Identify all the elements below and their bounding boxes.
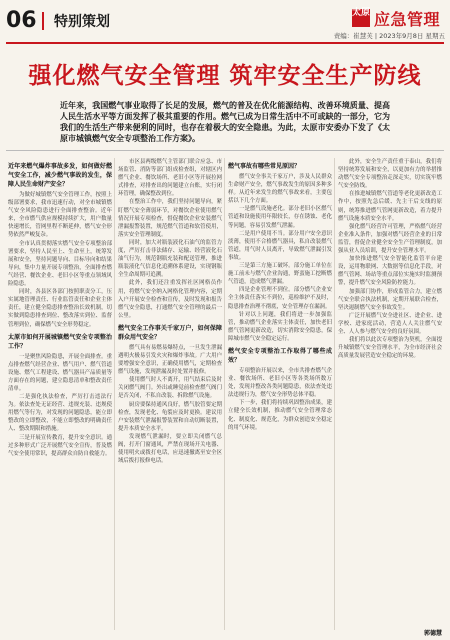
body-paragraph: 针对以上问题，我们将进一步加强监管，推动燃气企业落实主体责任，加快老旧燃气管网更新改造，切实消除安全隐患，保障城市燃气安全稳定运行。 <box>228 311 332 342</box>
body-paragraph: 全市认真贯彻落实燃气安全专项整治部署要求，坚持人民至上、生命至上，统筹发展和安全，坚持问题导向、目标导向和结果导向，集中力量开展专项整治，全面排查燃气经营、餐饮企业、老旧小区等重点领域风险隐患。 <box>8 240 112 288</box>
column-divider <box>334 158 335 630</box>
header-rule <box>6 42 444 44</box>
body-paragraph: 一是燃气设施老化。部分老旧小区燃气管道和设施使用年限较长，存在锈蚀、老化等问题，容易引发燃气泄漏。 <box>228 206 332 229</box>
body-paragraph: 发现燃气泄漏时，要立即关闭燃气总阀，打开门窗通风，严禁在现场开关电器、使用明火或拨打电话，应迅速撤离至安全区域后拨打报修电话。 <box>118 433 222 465</box>
newspaper-name: 应急管理 <box>374 10 441 29</box>
body-paragraph: 市区县两级燃气主管部门联合应急、市场监管、消防等部门组成检查组，对辖区内燃气企业、餐饮场所、老旧小区等开展拉网式排查，对排查出的问题建立台账，实行闭环管理，确保整改到位。 <box>118 159 222 198</box>
body-paragraph: 燃气安全事关千家万户，涉及人民群众生命财产安全，燃气事故发生的原因多种多样。从近年来发生的燃气事故来看，主要包括以下几个方面。 <box>228 174 332 205</box>
body-paragraph: 为做好城镇燃气安全管理工作，按照上级部署要求，我市迅速行动，对全市城镇燃气安全风险隐患进行全面排查整治。近年来，全市燃气供应规模持续扩大，用户数量快速增长，管网里程不断延伸，燃气安全形势依然严峻复杂。 <box>8 192 112 239</box>
body-paragraph: 专项整治开展以来，全市共排查燃气企业、餐饮场所、老旧小区等各类场所数万处，发现并整改各类问题隐患，依法查处违法违规行为，燃气安全形势总体平稳。 <box>228 367 332 399</box>
column-divider <box>224 158 225 630</box>
body-paragraph: 厨房要保持通风良好，燃气胶管要定期检查，发现老化、龟裂应及时更换。建议用户安装燃气泄漏报警装置和自动切断装置，提升本质安全水平。 <box>118 401 222 432</box>
body-paragraph: 我们将以此次专项整治为契机，全面提升城镇燃气安全管理水平，为全市经济社会高质量发展营造安全稳定的环境。 <box>338 337 442 360</box>
body-paragraph: 强化燃气经营许可管理，严格燃气经营企业准入条件，加强对燃气经营企业的日常监管，督促企业健全安全生产管理制度，加强从业人员培训，提升安全管理水平。 <box>338 223 442 255</box>
body-paragraph: 下一步，我们将持续巩固整治成果，建立健全长效机制，推动燃气安全管理常态化、制度化、规范化，为群众创造安全稳定的用气环境。 <box>228 400 332 431</box>
newspaper-logo-icon: 太原 <box>352 9 370 27</box>
body-paragraph: 在推进城镇燃气管道等老化更新改造工作中，按照先急后缓、先主干后支线的原则，统筹推进燃气管网更新改造，着力提升燃气设施本质安全水平。 <box>338 191 442 222</box>
page-number: 06 <box>6 8 37 33</box>
body-paragraph: 二是用户使用不当。部分用户安全意识淡薄，使用不合格燃气器具，私自改装燃气管道，用气时人员离开，导致燃气泄漏引发事故。 <box>228 230 332 261</box>
question-heading: 近年来燃气爆炸事故多发，如何做好燃气安全工作，减少燃气事故的发生，保障人民生命财产安全？ <box>8 163 112 188</box>
article-lede: 近年来，我国燃气事业取得了长足的发展，燃气的普及在优化能源结构、改善环境质量、提高人民生活水平等方面发挥了极其重要的作用。燃气已成为日常生活中不可或缺的一部分，它为我们的生活生产带来便利的同时，也存在着极大的安全隐患。为此，太原市安委办下发了《太原市城镇燃气安全专项整治工作方案》。 <box>60 101 390 143</box>
body-paragraph: 使用燃气时人不离开，用气结束后及时关闭燃气阀门。外出或睡觉前检查燃气阀门是否关闭，不私自改装、拆除燃气设施。 <box>118 377 222 400</box>
body-paragraph: 一是聚焦风险隐患，开展全面排查。重点排查燃气经营企业、燃气用户、燃气管道设施、燃气工程建设、燃气器具产品质量等方面存在的问题，建立隐患清单和整改责任清单。 <box>8 353 112 392</box>
body-paragraph: 三是第三方施工破坏。部分施工单位在施工前未与燃气企业沟通，野蛮施工挖断燃气管道，造成燃气泄漏。 <box>228 263 332 286</box>
body-paragraph: 三是开展宣传教育，提升安全意识。通过多种形式广泛开展燃气安全宣传，普及燃气安全使用常识，提高群众自防自救能力。 <box>8 434 112 457</box>
header-separator <box>42 12 44 30</box>
body-paragraph: 此外，安全生产责任重于泰山，我们将坚持统筹发展和安全，以更加有力的举措推动燃气安全专项整治走深走实，切实筑牢燃气安全防线。 <box>338 159 442 190</box>
body-paragraph: 同时，加大对瓶装液化石油气的监管力度，严厉打击非法储存、运输、经营液化石油气行为，规范钢瓶充装和配送管理，推进瓶装液化气信息化追溯体系建设，实现钢瓶全生命周期可追溯。 <box>118 239 222 279</box>
article-headline: 强化燃气安全管理 筑牢安全生产防线 <box>28 62 422 89</box>
body-paragraph: 二是强化执法检查，严厉打击违法行为。依法查处无证经营、违规充装、违规使用燃气等行为，对发现的问题隐患，能立即整改的立即整改，不能立即整改的明确责任人、整改期限和措施。 <box>8 394 112 433</box>
question-heading: 燃气安全专项整治工作取得了哪些成效？ <box>228 347 332 364</box>
issue-meta: 责编：崔慧芙 | 2023年9月8日 星期五 <box>333 32 445 40</box>
column-divider <box>114 158 115 630</box>
question-heading: 燃气安全工作事关千家万户，如何保障群众用气安全？ <box>118 324 222 341</box>
body-paragraph: 此外，我们还注重发挥社区网格员作用，将燃气安全纳入网格化管理内容，定期入户开展安全检查和宣传，及时发现和报告燃气安全隐患，打通燃气安全管理的最后一公里。 <box>118 280 222 319</box>
question-heading: 燃气事故有哪些常见原因？ <box>228 163 301 170</box>
body-paragraph: 在整治工作中，我们坚持问题导向，紧盯燃气安全薄弱环节，对餐饮企业使用燃气情况开展专项检查，督促餐饮企业安装燃气泄漏报警装置，规范燃气管道和软管使用，落实安全管理制度。 <box>118 199 222 238</box>
body-paragraph: 加快推进燃气安全智能化监管平台建设，运用物联网、大数据等信息化手段，对燃气管网、场站等重点部位实施实时监测预警，提升燃气安全风险防控能力。 <box>338 256 442 287</box>
article-column-2 <box>118 158 222 630</box>
body-paragraph: 广泛开展燃气安全进社区、进企业、进学校、进家庭活动，营造人人关注燃气安全、人人参与燃气安全的良好氛围。 <box>338 312 442 335</box>
article-column-4 <box>338 158 442 630</box>
body-paragraph: 同时，各县区各部门按照职责分工，压实属地管理责任、行业监管责任和企业主体责任，建立健全隐患排查整治长效机制，切实做到隐患排查到位、整改落实到位、监督管理到位，确保燃气安全形势稳定。 <box>8 289 112 328</box>
body-paragraph: 加强部门协作，形成监管合力，建立燃气安全联合执法机制，定期开展联合检查，坚决遏制燃气安全事故发生。 <box>338 288 442 311</box>
question-heading: 太原市如何开展城镇燃气安全专项整治工作？ <box>8 333 112 350</box>
article-column-3 <box>228 158 332 630</box>
body-paragraph: 四是企业管理不到位。部分燃气企业安全主体责任落实不到位，巡检维护不及时，隐患排查治理不彻底，安全管理存在漏洞。 <box>228 287 332 310</box>
article-author: 郭德慧 <box>423 630 442 637</box>
body-paragraph: 燃气具有易燃易爆特点，一旦发生泄漏遇明火极易引发火灾和爆炸事故。广大用户要增强安全意识，正确使用燃气，定期检查燃气设施，发现泄漏及时处置并报修。 <box>118 344 222 376</box>
lede-divider <box>6 150 444 151</box>
section-title: 特别策划 <box>54 14 110 30</box>
article-column-1 <box>8 158 112 630</box>
newspaper-logo <box>352 7 442 29</box>
page-header <box>0 0 450 46</box>
